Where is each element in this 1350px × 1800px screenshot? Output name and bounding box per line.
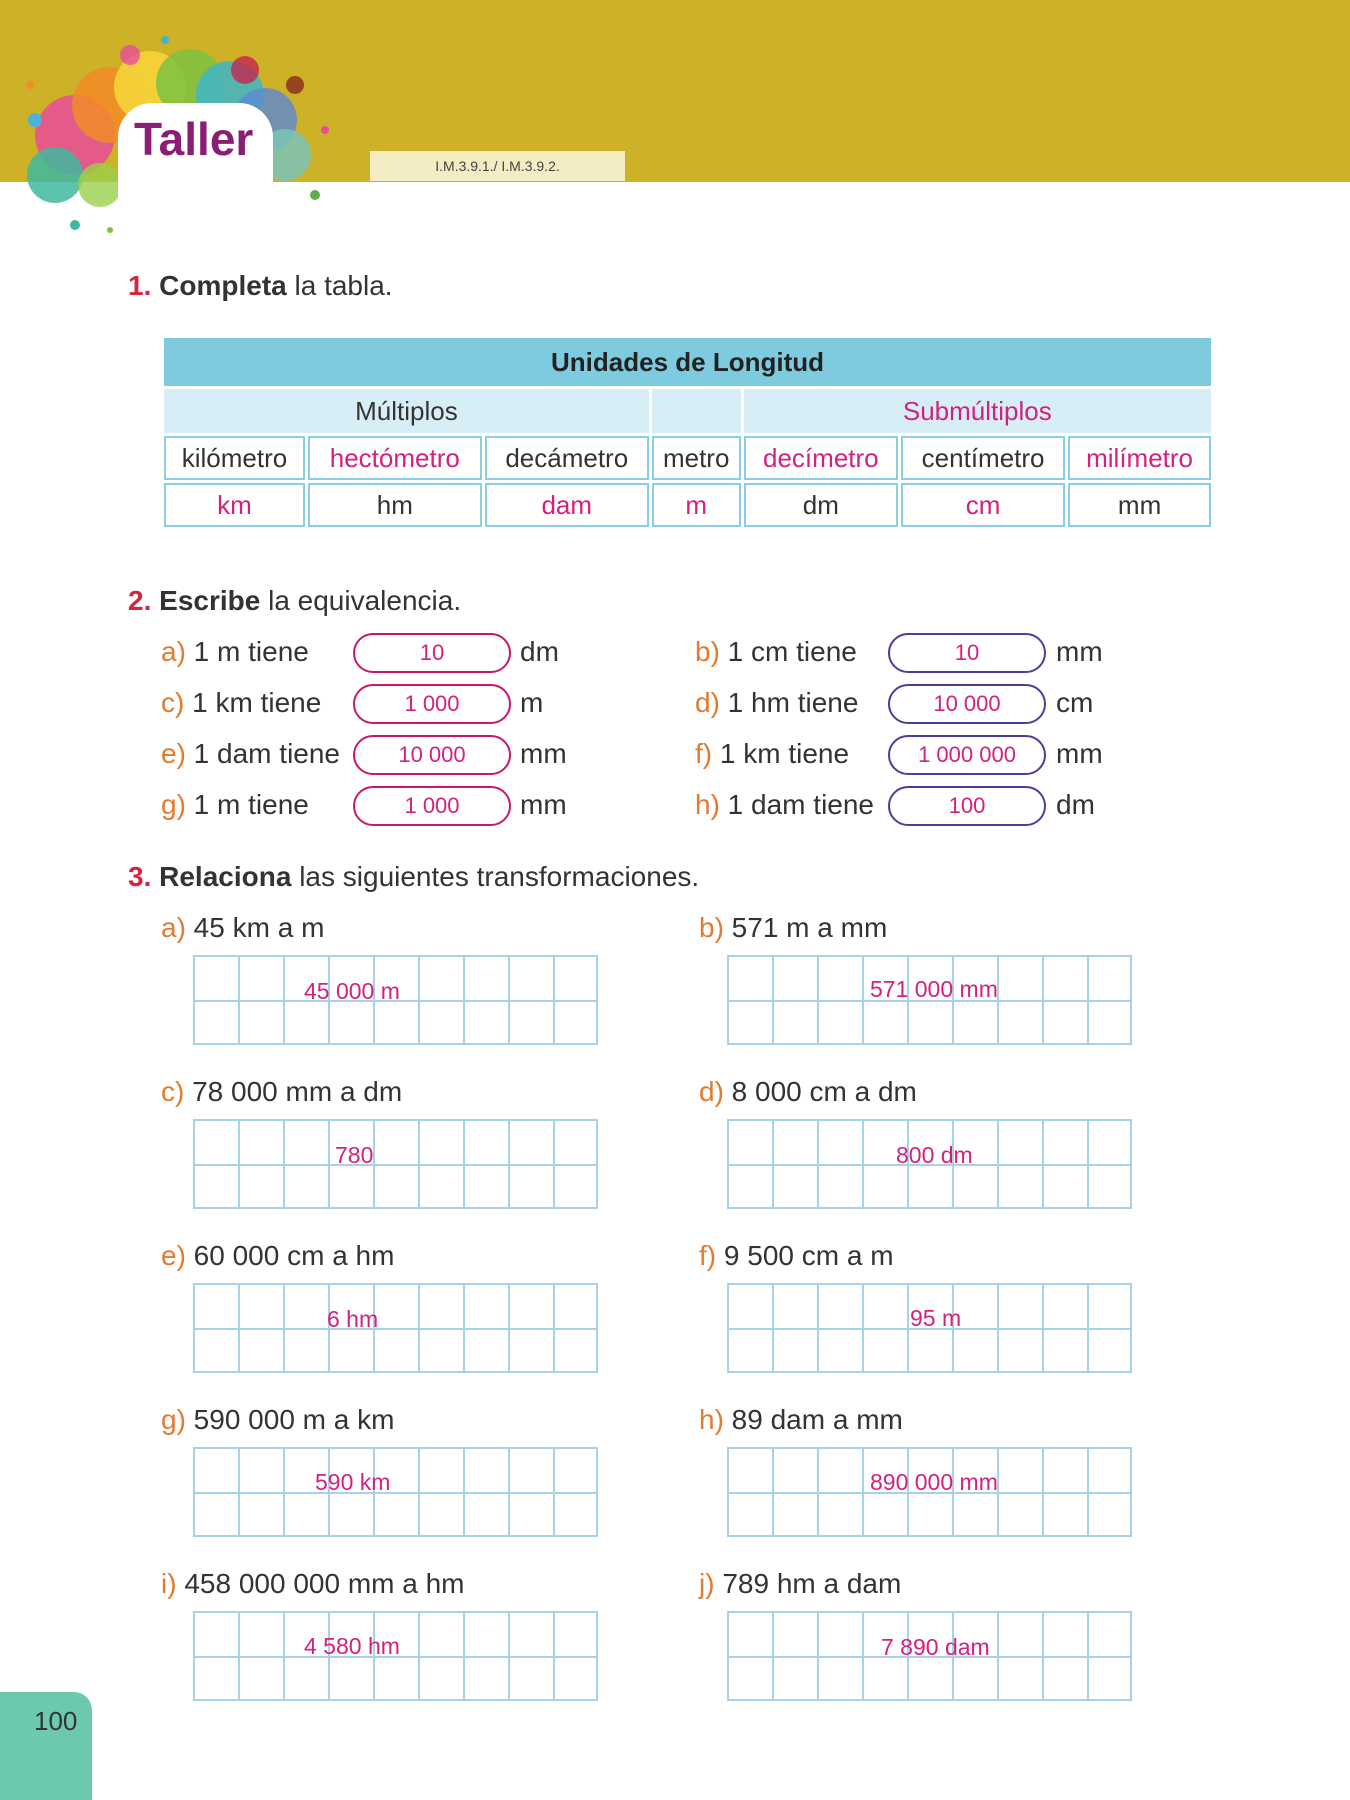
grid-answer-f: 95 m xyxy=(910,1305,962,1331)
equivalence-label: c) 1 km tiene xyxy=(161,687,322,718)
q3-rest: las siguientes transformaciones. xyxy=(291,861,700,892)
unit-symbol-cell: mm xyxy=(1068,483,1211,527)
grid-answer-a: 45 000 m xyxy=(304,978,400,1004)
unit-symbol-cell: hm xyxy=(308,483,482,527)
submultiples-header: Submúltiplos xyxy=(744,389,1211,433)
table-title: Unidades de Longitud xyxy=(164,338,1211,386)
answer-field[interactable]: 10 xyxy=(353,633,511,673)
equivalence-unit: mm xyxy=(520,738,567,769)
unit-symbol-cell: dam xyxy=(485,483,649,527)
unit-name-cell: decámetro xyxy=(485,436,649,480)
answer-grid-g[interactable] xyxy=(193,1447,598,1537)
unit-symbols-row xyxy=(164,483,1211,527)
equivalence-unit: m xyxy=(520,687,544,718)
multiples-header: Múltiplos xyxy=(164,389,649,433)
unit-symbol-cell: km xyxy=(164,483,305,527)
grid-answer-i: 4 580 hm xyxy=(304,1633,400,1659)
answer-field[interactable]: 1 000 xyxy=(353,786,511,826)
equivalence-label: f) 1 km tiene xyxy=(695,738,850,769)
equivalence-label: b) 1 cm tiene xyxy=(695,636,857,667)
q3-instruction xyxy=(128,861,699,893)
grid-answer-h: 890 000 mm xyxy=(870,1469,998,1495)
answer-field[interactable]: 10 000 xyxy=(888,684,1046,724)
q3-number: 3. xyxy=(128,861,152,892)
unit-name-cell: metro xyxy=(652,436,741,480)
unit-name-cell: kilómetro xyxy=(164,436,305,480)
equivalence-unit: dm xyxy=(1056,789,1095,820)
transformation-label-a: a) 45 km a m xyxy=(161,912,325,943)
answer-grid-e[interactable] xyxy=(193,1283,598,1373)
answer-field[interactable]: 10 000 xyxy=(353,735,511,775)
grid-answer-g: 590 km xyxy=(315,1469,391,1495)
unit-name-cell: hectómetro xyxy=(308,436,482,480)
grid-answer-d: 800 dm xyxy=(896,1142,973,1168)
q2-instruction xyxy=(128,585,461,617)
answer-field[interactable]: 1 000 xyxy=(353,684,511,724)
equivalence-unit: cm xyxy=(1056,687,1094,718)
grid-answer-e: 6 hm xyxy=(327,1306,379,1332)
transformation-label-d: d) 8 000 cm a dm xyxy=(699,1076,917,1107)
answer-field[interactable]: 10 xyxy=(888,633,1046,673)
equivalence-label: g) 1 m tiene xyxy=(161,789,309,820)
indicator-code: I.M.3.9.1./ I.M.3.9.2. xyxy=(370,151,625,181)
page-number: 100 xyxy=(34,1706,78,1736)
unit-symbol-cell: m xyxy=(652,483,741,527)
q1-verb: Completa xyxy=(159,270,287,301)
transformation-label-j: j) 789 hm a dam xyxy=(699,1568,902,1599)
transformation-label-f: f) 9 500 cm a m xyxy=(699,1240,894,1271)
equivalence-label: h) 1 dam tiene xyxy=(695,789,875,820)
transformation-label-c: c) 78 000 mm a dm xyxy=(161,1076,403,1107)
answer-field[interactable]: 100 xyxy=(888,786,1046,826)
unit-symbol-cell: dm xyxy=(744,483,898,527)
unit-symbol-cell: cm xyxy=(901,483,1065,527)
q1-rest: la tabla. xyxy=(286,270,393,301)
transformation-label-e: e) 60 000 cm a hm xyxy=(161,1240,395,1271)
equivalence-unit: mm xyxy=(1056,636,1103,667)
grid-answer-c: 780 xyxy=(335,1142,374,1168)
q2-rest: la equivalencia. xyxy=(260,585,462,616)
unit-name-cell: milímetro xyxy=(1068,436,1211,480)
transformation-label-b: b) 571 m a mm xyxy=(699,912,888,943)
equivalence-unit: mm xyxy=(520,789,567,820)
unit-name-cell: centímetro xyxy=(901,436,1065,480)
answer-grid-c[interactable] xyxy=(193,1119,598,1209)
equivalence-label: a) 1 m tiene xyxy=(161,636,309,667)
equivalence-unit: mm xyxy=(1056,738,1103,769)
answer-field[interactable]: 1 000 000 xyxy=(888,735,1046,775)
transformation-label-i: i) 458 000 000 mm a hm xyxy=(161,1568,465,1599)
q1-instruction xyxy=(128,270,393,302)
equivalence-unit: dm xyxy=(520,636,559,667)
length-units-table xyxy=(161,335,1214,530)
unit-name-cell: decímetro xyxy=(744,436,898,480)
transformation-label-g: g) 590 000 m a km xyxy=(161,1404,395,1435)
transformation-label-h: h) 89 dam a mm xyxy=(699,1404,903,1435)
grid-answer-b: 571 000 mm xyxy=(870,976,998,1002)
equivalence-label: d) 1 hm tiene xyxy=(695,687,859,718)
grid-answer-j: 7 890 dam xyxy=(881,1634,990,1660)
page-title: Taller xyxy=(134,113,254,165)
base-unit-header xyxy=(652,389,741,433)
q2-verb: Escribe xyxy=(159,585,261,616)
q1-number: 1. xyxy=(128,270,152,301)
equivalence-label: e) 1 dam tiene xyxy=(161,738,341,769)
q2-number: 2. xyxy=(128,585,152,616)
q3-verb: Relaciona xyxy=(159,861,292,892)
unit-names-row xyxy=(164,436,1211,480)
